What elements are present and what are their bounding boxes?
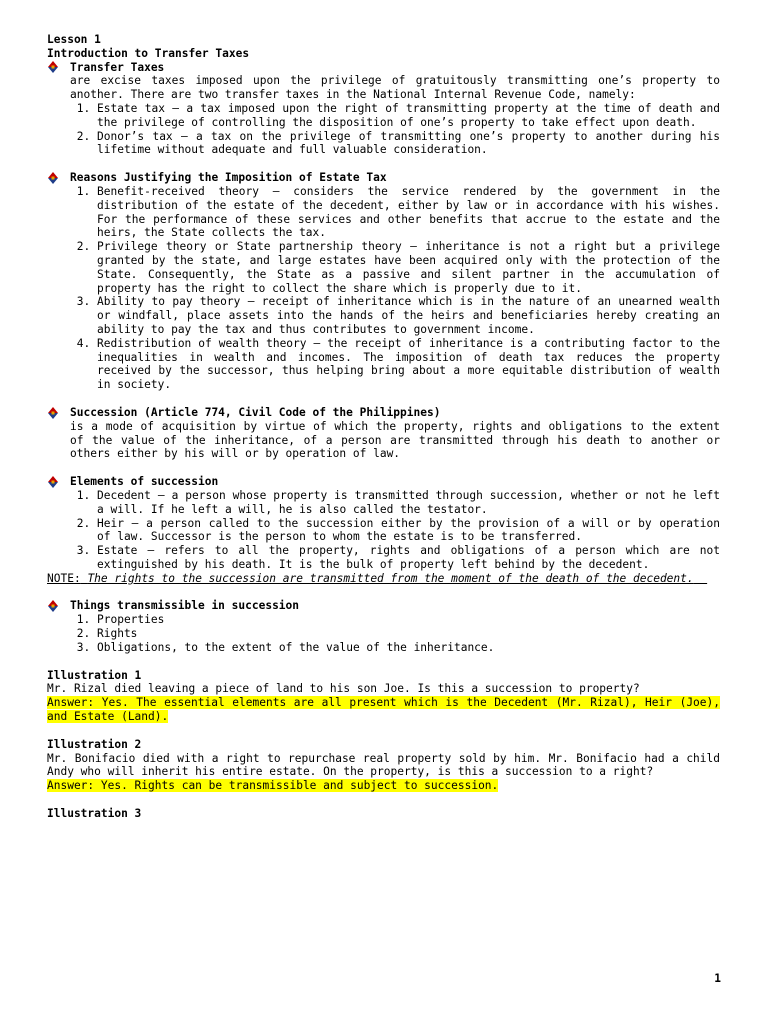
list-item: 1. Estate tax – a tax imposed upon the right of transmitting property at the time of death and the privilege of controlling the disposition of one’s property to take effect upon death. bbox=[97, 102, 720, 130]
list-item: 3. Obligations, to the extent of the value of the inheritance. bbox=[97, 641, 720, 655]
note-text: The rights to the succession are transmitted from the moment of the death of the decedent. bbox=[87, 571, 694, 585]
arrow-bullet-icon bbox=[47, 61, 70, 73]
arrow-bullet-icon bbox=[47, 476, 70, 488]
succession-definition: is a mode of acquisition by virtue of which the property, rights and obligations to the extent of the value of the inheritance, of a person are transmitted through his death to another or others either by his will or by operation of law. bbox=[70, 419, 720, 461]
list-item: 3. Ability to pay theory – receipt of inheritance which is in the nature of an unearned wealth or windfall, place assets into the hands of the heirs and beneficiaries hereby creating an ability to pay the tax and thus contributes to government income. bbox=[97, 295, 720, 336]
illustration-2-answer: Answer: Yes. Rights can be transmissible and subject to succession. bbox=[47, 779, 499, 793]
lesson-title: Introduction to Transfer Taxes bbox=[47, 46, 250, 60]
succession-note bbox=[47, 572, 720, 586]
section-heading-elements: Elements of succession bbox=[47, 475, 720, 489]
list-item: 2. Heir – a person called to the succession either by the provision of a will or by operation of law. Successor is the person to whom the estate is to be transferred. bbox=[97, 517, 720, 545]
section-heading-succession: Succession (Article 774, Civil Code of the Philippines) bbox=[47, 406, 720, 420]
list-item: 1. Decedent – a person whose property is transmitted through succession, whether or not he left a will. If he left a will, he is also called the testator. bbox=[97, 489, 720, 517]
document-content bbox=[47, 33, 720, 821]
list-item: 1. Benefit-received theory – considers the service rendered by the government in the distribution of the estate of the decedent, either by law or in accordance with his wishes. For the performance of these services and other benefits that accrue to the estate and the heirs, the State collects the tax. bbox=[97, 185, 720, 240]
illustration-1-answer: Answer: Yes. The essential elements are all present which is the Decedent (Mr. Rizal), Heir (Joe), and Estate (Land). bbox=[47, 696, 720, 724]
elements-list bbox=[47, 489, 720, 572]
transmissible-list bbox=[47, 613, 720, 654]
reasons-list bbox=[47, 185, 720, 392]
illustration-3-title: Illustration 3 bbox=[47, 807, 142, 821]
arrow-bullet-icon bbox=[47, 172, 70, 184]
transfer-taxes-intro: are excise taxes imposed upon the privilege of gratuitously transmitting one’s property to another. There are two transfer taxes in the National Internal Revenue Code, namely: bbox=[70, 74, 720, 102]
illustration-1-question: Mr. Rizal died leaving a piece of land to his son Joe. Is this a succession to property? bbox=[47, 682, 640, 696]
arrow-bullet-icon bbox=[47, 600, 70, 612]
list-item: 1. Properties bbox=[97, 613, 720, 627]
illustration-1-title: Illustration 1 bbox=[47, 668, 142, 682]
arrow-bullet-icon bbox=[47, 407, 70, 419]
lesson-number: Lesson 1 bbox=[47, 33, 101, 46]
note-label: NOTE: bbox=[47, 571, 81, 585]
illustration-2-title: Illustration 2 bbox=[47, 737, 142, 751]
transfer-taxes-list bbox=[47, 102, 720, 157]
section-heading-transmissible: Things transmissible in succession bbox=[47, 599, 720, 613]
section-heading-transfer-taxes: Transfer Taxes bbox=[47, 61, 720, 75]
list-item: 2. Donor’s tax – a tax on the privilege of transmitting one’s property to another during his lifetime without adequate and full valuable consideration. bbox=[97, 130, 720, 158]
list-item: 2. Rights bbox=[97, 627, 720, 641]
page-number: 1 bbox=[714, 972, 721, 985]
section-heading-reasons: Reasons Justifying the Imposition of Estate Tax bbox=[47, 171, 720, 185]
illustration-2-question: Mr. Bonifacio died with a right to repurchase real property sold by him. Mr. Bonifacio had a child Andy who will inherit his entire estate. On the property, is this a succession to a right? bbox=[47, 751, 720, 779]
list-item: 2. Privilege theory or State partnership theory – inheritance is not a right but a privilege granted by the state, and large estates have been acquired only with the protection of the State. Consequently, the State as a passive and silent partner in the accumulation of property has the right to collect the share which is properly due to it. bbox=[97, 240, 720, 295]
list-item: 3. Estate – refers to all the property, rights and obligations of a person which are not extinguished by his death. It is the bulk of property left behind by the decedent. bbox=[97, 544, 720, 572]
list-item: 4. Redistribution of wealth theory – the receipt of inheritance is a contributing factor to the inequalities in wealth and incomes. The imposition of death tax reduces the property received by the successor, thus helping bring about a more equitable distribution of wealth in society. bbox=[97, 337, 720, 392]
